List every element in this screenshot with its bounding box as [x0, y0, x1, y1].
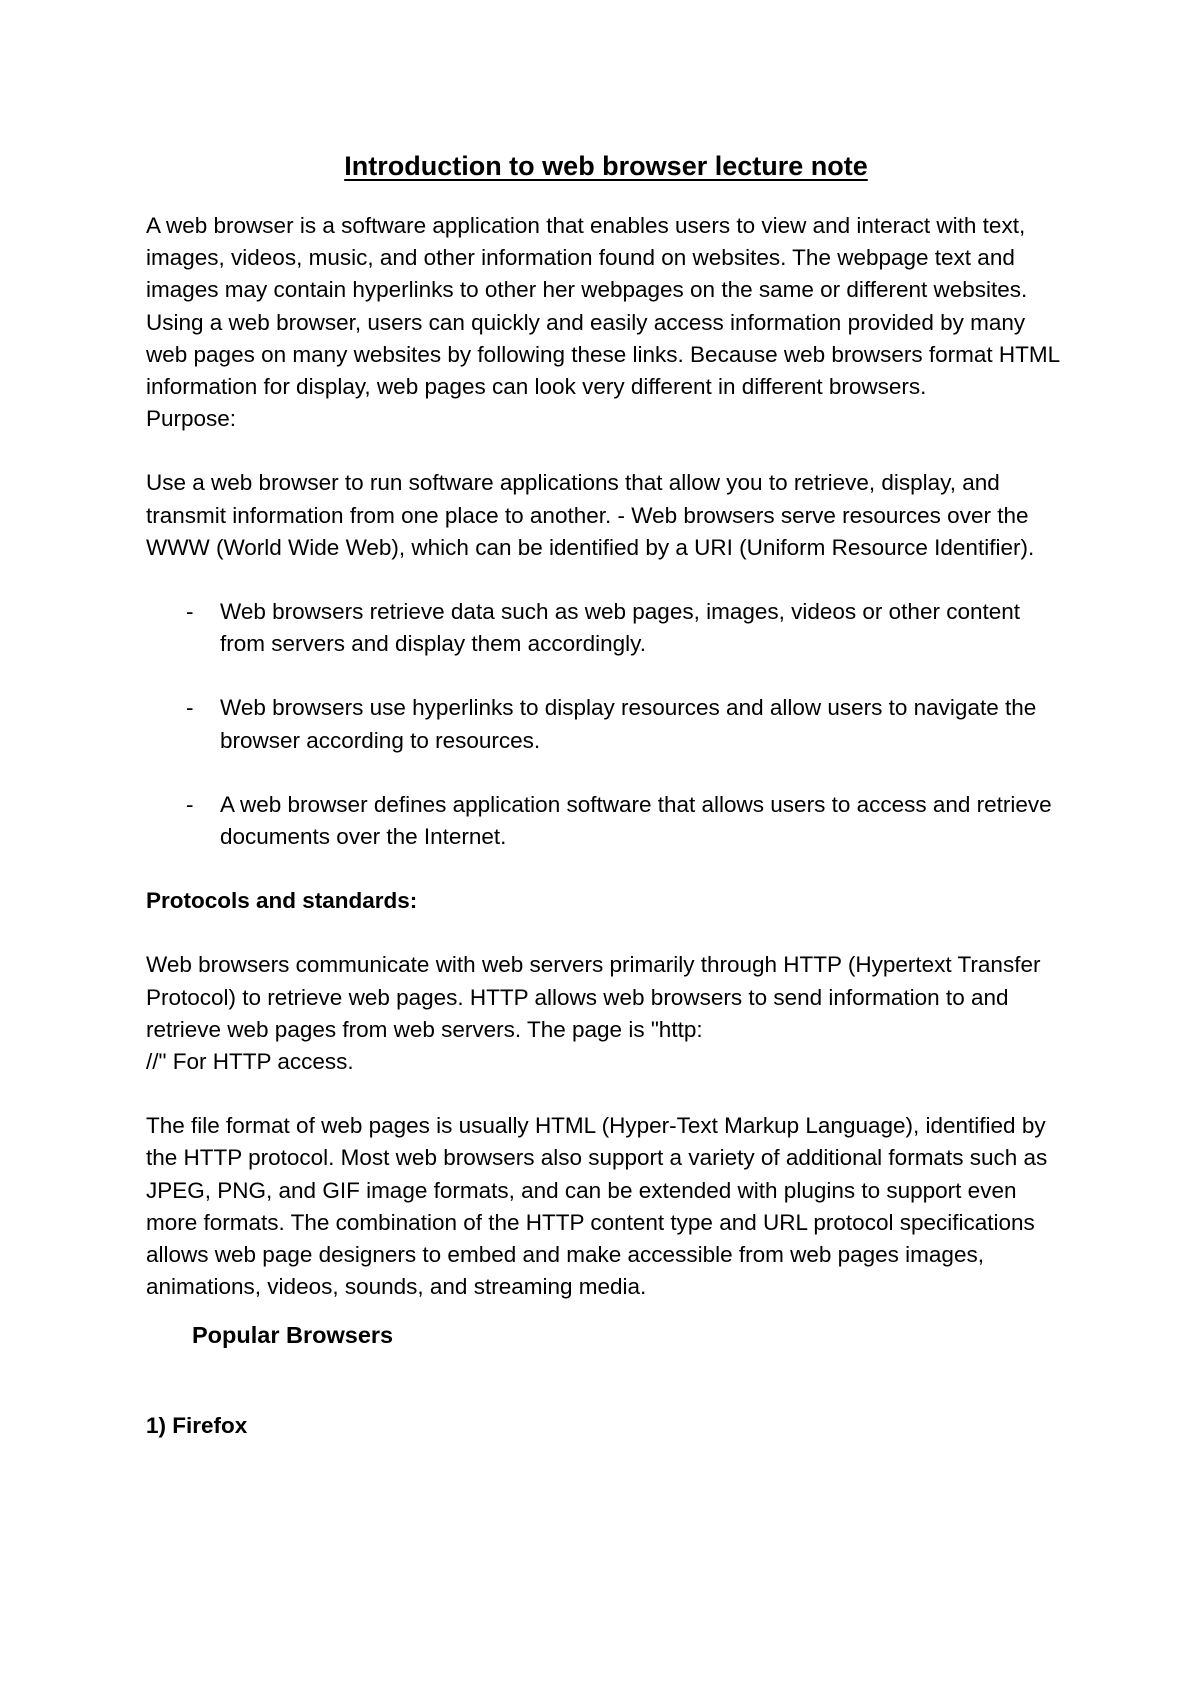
- formats-paragraph: The file format of web pages is usually HTML (Hyper-Text Markup Language), identified by the HTTP protocol. Most web browsers also support a variety of additional formats such as JPEG, PNG, and GIF image formats, and can be extended with plugins to support even more formats. The combination of the HTTP content type and URL protocol specifications allows web page designers to embed and make accessible from web pages images, animations, videos, sounds, and streaming media.: [146, 1113, 1048, 1300]
- page-title: Introduction to web browser lecture note: [344, 151, 868, 181]
- bullet-dash: -: [186, 695, 194, 721]
- protocols-heading: Protocols and standards:: [146, 888, 418, 914]
- bullet-dash: -: [186, 791, 194, 817]
- document-content: [146, 146, 1066, 1442]
- popular-browsers-heading: Popular Browsers: [192, 1322, 394, 1349]
- bullet-text: Web browsers retrieve data such as web pages, images, videos or other content from servers and display them accordingly.: [220, 599, 1021, 657]
- bullet-text: A web browser defines application software that allows users to access and retrieve documents over the Internet.: [220, 791, 1052, 850]
- list-item: [146, 692, 1066, 756]
- list-item: [146, 789, 1066, 853]
- protocols-paragraph-line1: Web browsers communicate with web servers primarily through HTTP (Hypertext Transfer Protocol) to retrieve web pages. HTTP allows web browsers to send information to and retrieve web pages from web servers. The page is "http:: [146, 952, 1041, 1042]
- protocols-paragraph-line2: //" For HTTP access.: [146, 1049, 354, 1075]
- purpose-label: Purpose:: [146, 406, 237, 432]
- bullet-list: [146, 596, 1066, 853]
- firefox-heading: 1) Firefox: [146, 1412, 248, 1438]
- intro-paragraph: A web browser is a software application that enables users to view and interact with text, images, videos, music, and other information found on websites. The webpage text and images may contain hyperlinks to other her webpages on the same or different websites. Using a web browser, users can quickly and easily access information provided by many web pages on many websites by following these links. Because web browsers format HTML information for display, web pages can look very different in different browsers.: [146, 213, 1060, 400]
- list-item: [146, 596, 1066, 660]
- bullet-dash: -: [186, 599, 194, 625]
- bullet-text: Web browsers use hyperlinks to display resources and allow users to navigate the browser according to resources.: [220, 695, 1037, 753]
- purpose-paragraph: Use a web browser to run software applications that allow you to retrieve, display, and transmit information from one place to another. - Web browsers serve resources over the WWW (World Wide Web), which can be identified by a URI (Uniform Resource Identifier).: [146, 470, 1035, 560]
